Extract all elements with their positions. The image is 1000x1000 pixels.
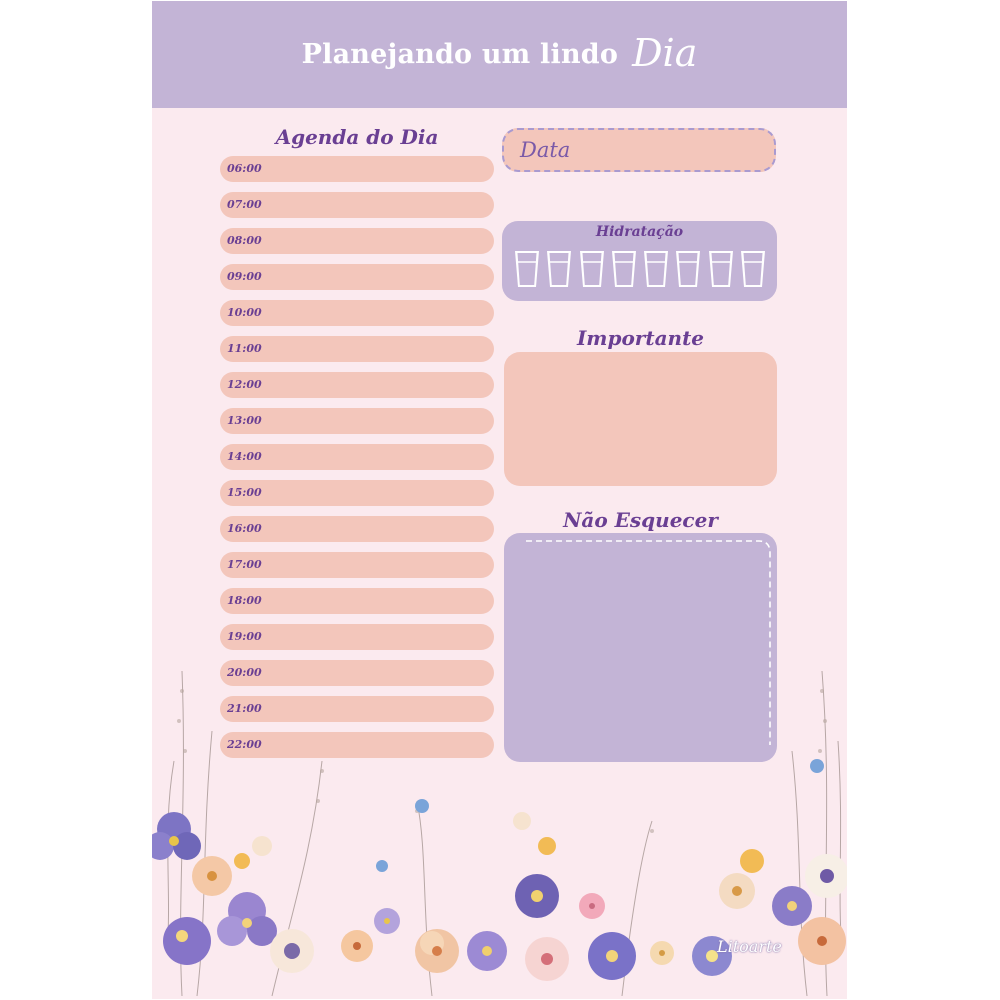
title-script: Dia [632,30,698,75]
agenda-row[interactable] [220,588,494,614]
nao-esquecer-heading: Não Esquecer [563,508,718,532]
importante-notes[interactable] [504,352,777,486]
agenda-heading: Agenda do Dia [275,125,439,149]
agenda-time-label: 14:00 [227,450,262,463]
agenda-row[interactable] [220,156,494,182]
agenda-time-label: 15:00 [227,486,262,499]
agenda-time-label: 10:00 [227,306,262,319]
agenda-time-label: 12:00 [227,378,262,391]
page-title [152,1,847,108]
agenda-row[interactable] [220,300,494,326]
title-main: Planejando um lindo [301,39,619,70]
agenda-row[interactable] [220,408,494,434]
hydration-cups [513,248,767,292]
agenda-time-label: 13:00 [227,414,262,427]
date-field[interactable] [502,128,776,172]
agenda-row[interactable] [220,624,494,650]
agenda-time-label: 22:00 [227,738,262,751]
planner-sheet [152,1,847,999]
agenda-time-label: 08:00 [227,234,262,247]
agenda-row[interactable] [220,228,494,254]
agenda-time-label: 07:00 [227,198,262,211]
water-cup-icon[interactable] [674,248,702,290]
water-cup-icon[interactable] [707,248,735,290]
agenda-time-label: 11:00 [227,342,262,355]
water-cup-icon[interactable] [642,248,670,290]
water-cup-icon[interactable] [578,248,606,290]
agenda-row[interactable] [220,336,494,362]
agenda-time-label: 20:00 [227,666,262,679]
agenda-time-label: 16:00 [227,522,262,535]
hydration-tracker [502,221,777,301]
date-label: Data [520,138,571,162]
agenda-time-label: 06:00 [227,162,262,175]
agenda-row[interactable] [220,192,494,218]
agenda-time-label: 19:00 [227,630,262,643]
agenda-time-label: 21:00 [227,702,262,715]
agenda-time-label: 18:00 [227,594,262,607]
water-cup-icon[interactable] [610,248,638,290]
header-banner [152,1,847,108]
agenda-time-label: 17:00 [227,558,262,571]
brand-logo: Litoarte [717,937,782,956]
agenda-time-label: 09:00 [227,270,262,283]
water-cup-icon[interactable] [739,248,767,290]
agenda-row[interactable] [220,444,494,470]
agenda-row[interactable] [220,552,494,578]
importante-heading: Importante [576,326,705,350]
water-cup-icon[interactable] [545,248,573,290]
hydration-title: Hidratação [595,224,684,240]
agenda-row[interactable] [220,372,494,398]
agenda-row[interactable] [220,480,494,506]
agenda-row[interactable] [220,516,494,542]
water-cup-icon[interactable] [513,248,541,290]
agenda-row[interactable] [220,264,494,290]
purple-pansy-left [152,812,201,860]
